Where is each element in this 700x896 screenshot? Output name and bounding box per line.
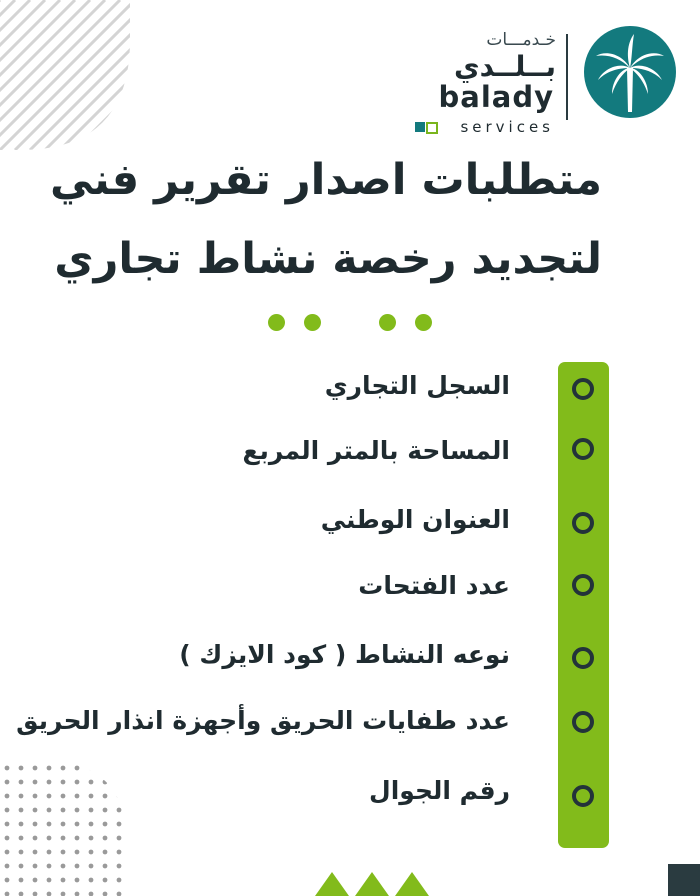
requirement-item: عدد طفايات الحريق وأجهزة انذار الحريق — [16, 706, 510, 735]
diagonal-stripes-decoration — [0, 0, 140, 150]
bullet-ring-icon — [572, 512, 594, 534]
palm-tree-icon — [582, 24, 678, 120]
logo-square-green — [426, 122, 438, 134]
bullet-ring-icon — [572, 438, 594, 460]
logo-square-teal — [415, 122, 425, 132]
requirement-item: المساحة بالمتر المربع — [242, 436, 510, 465]
title-dots-decoration — [0, 314, 700, 334]
logo-arabic-name: بــلــدي — [453, 50, 556, 83]
requirement-item: السجل التجاري — [324, 371, 510, 400]
bullet-ring-icon — [572, 647, 594, 669]
green-dot — [268, 314, 285, 331]
dot-pattern-decoration — [0, 761, 130, 896]
triangles-decoration — [315, 866, 435, 896]
balady-logo — [418, 18, 678, 136]
page-title-line-1: متطلبات اصدار تقرير فني — [49, 155, 602, 205]
logo-arabic-services: خـدمـــات — [486, 30, 556, 50]
requirements-bar — [558, 362, 609, 848]
corner-square-decoration — [668, 864, 700, 896]
green-dot — [415, 314, 432, 331]
bullet-ring-icon — [572, 574, 594, 596]
bullet-ring-icon — [572, 785, 594, 807]
logo-services-text: services — [460, 118, 554, 136]
page-title-line-2: لتجديد رخصة نشاط تجاري — [54, 234, 602, 284]
requirement-item: نوعه النشاط ( كود الايزك ) — [179, 640, 510, 669]
logo-divider — [566, 34, 568, 120]
bullet-ring-icon — [572, 711, 594, 733]
requirement-item: رقم الجوال — [369, 776, 510, 805]
bullet-ring-icon — [572, 378, 594, 400]
requirement-item: عدد الفتحات — [358, 571, 510, 600]
green-dot — [304, 314, 321, 331]
logo-english-name: balady — [438, 80, 554, 114]
green-dot — [379, 314, 396, 331]
requirement-item: العنوان الوطني — [320, 505, 510, 534]
